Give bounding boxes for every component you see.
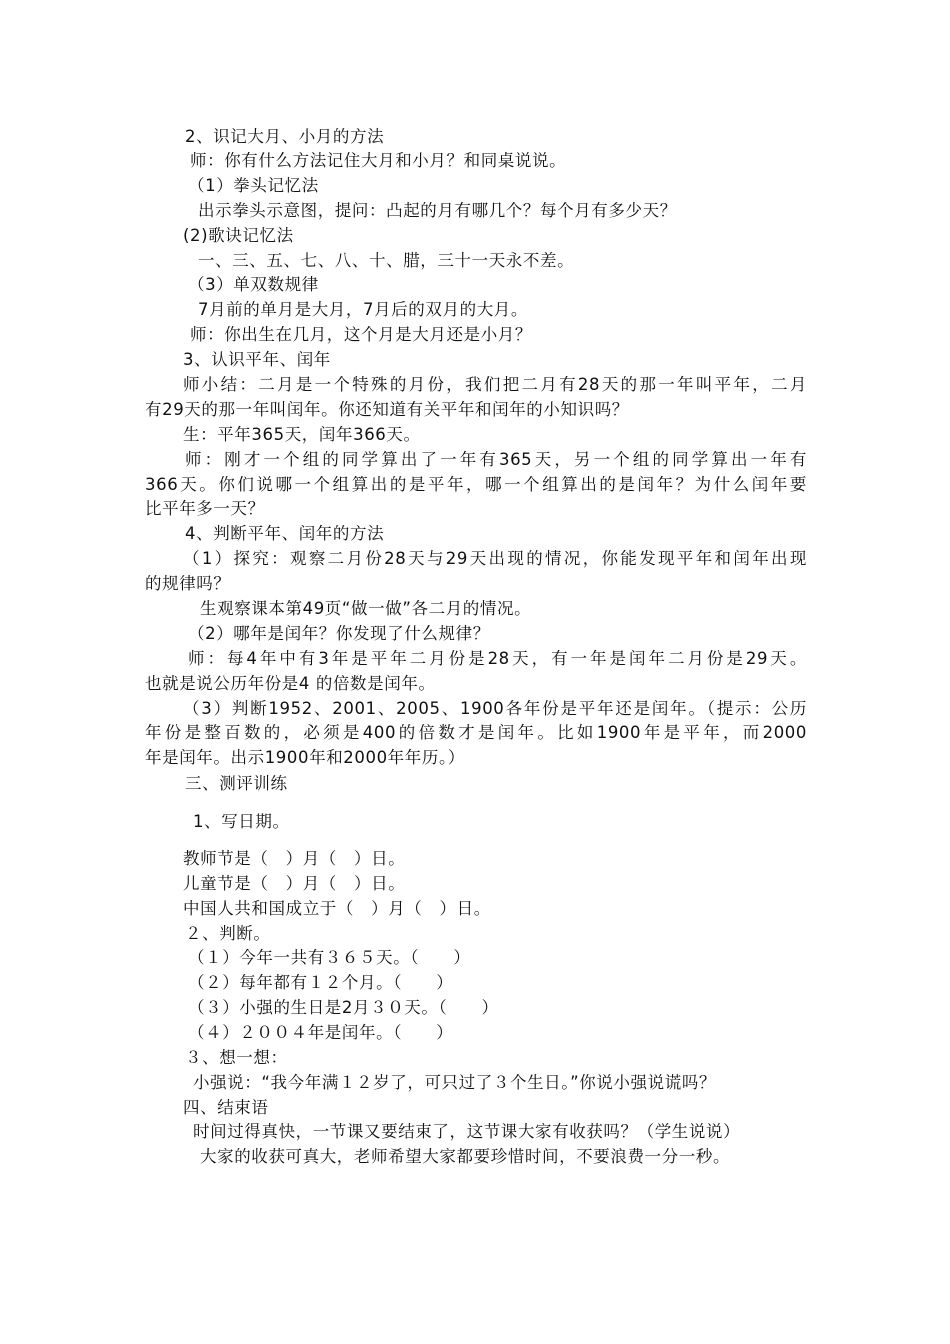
text-line: （3）单双数规律 bbox=[188, 275, 319, 294]
text-line: （2）哪年是闰年？你发现了什么规律？ bbox=[188, 624, 490, 643]
text-line: （3）判断1952、2001、2005、1900各年份是平年还是闰年。（提示：公历 bbox=[183, 699, 807, 718]
heading-3: 3、认识平年、闰年 bbox=[183, 350, 331, 369]
text-line: 师小结：二月是一个特殊的月份，我们把二月有28天的那一年叫平年，二月 bbox=[183, 375, 807, 394]
text-line: 时间过得真快，一节课又要结束了，这节课大家有收获吗？（学生说说） bbox=[193, 1122, 741, 1141]
heading-2: 2、识记大月、小月的方法 bbox=[185, 127, 385, 146]
text-line: 有29天的那一年叫闰年。你还知道有关平年和闰年的小知识吗？ bbox=[145, 400, 629, 419]
text-line: 也就是说公历年份是4 的倍数是闰年。 bbox=[145, 674, 436, 693]
exercise-item: （３）小强的生日是2月３０天。（ ） bbox=[188, 998, 499, 1017]
text-line: （1）拳头记忆法 bbox=[188, 176, 319, 195]
text-line: 比平年多一天？ bbox=[145, 499, 265, 518]
text-line: 7月前的单月是大月，7月后的双月的大月。 bbox=[198, 300, 528, 319]
text-line: 的规律吗？ bbox=[145, 574, 231, 593]
exercise-heading-3: ３、想一想： bbox=[185, 1048, 288, 1067]
section-heading-closing: 四、结束语 bbox=[183, 1098, 269, 1117]
exercise-heading-1: 1、写日期。 bbox=[193, 812, 290, 831]
text-line: 年是闰年。出示1900年和2000年年历。） bbox=[145, 748, 465, 767]
text-line: 师：刚才一个组的同学算出了一年有365天，另一个组的同学算出一年有 bbox=[185, 450, 807, 469]
text-line: 一、三、五、七、八、十、腊，三十一天永不差。 bbox=[198, 251, 575, 270]
text-line: 生：平年365天，闰年366天。 bbox=[183, 425, 421, 444]
text-line: 师：每4年中有3年是平年二月份是28天，有一年是闰年二月份是29天。 bbox=[188, 649, 807, 668]
exercise-heading-2: ２、判断。 bbox=[185, 924, 271, 943]
section-heading-evaluation: 三、测评训练 bbox=[185, 774, 288, 793]
text-line: 师：你有什么方法记住大月和小月？和同桌说说。 bbox=[190, 151, 567, 170]
text-line: (2)歌诀记忆法 bbox=[183, 226, 294, 245]
exercise-item: （２）每年都有１２个月。（ ） bbox=[188, 973, 454, 992]
text-line: （1）探究：观察二月份28天与29天出现的情况，你能发现平年和闰年出现 bbox=[183, 549, 807, 568]
heading-4: 4、判断平年、闰年的方法 bbox=[185, 524, 385, 543]
text-line: 大家的收获可真大，老师希望大家都要珍惜时间，不要浪费一分一秒。 bbox=[200, 1147, 731, 1166]
exercise-item: 小强说：“我今年满１２岁了，可只过了３个生日。”你说小强说谎吗？ bbox=[193, 1073, 717, 1092]
text-line: 生观察课本第49页“做一做”各二月的情况。 bbox=[200, 599, 532, 618]
exercise-item: 中国人共和国成立于（ ）月（ ）日。 bbox=[183, 899, 491, 918]
text-line: 师：你出生在几月，这个月是大月还是小月？ bbox=[190, 325, 532, 344]
exercise-item: （１）今年一共有３６５天。（ ） bbox=[188, 948, 471, 967]
text-line: 366天。你们说哪一个组算出的是平年，哪一个组算出的是闰年？为什么闰年要 bbox=[145, 475, 807, 494]
text-line: 年份是整百数的，必须是400的倍数才是闰年。比如1900年是平年，而2000 bbox=[145, 723, 807, 742]
exercise-item: 教师节是（ ）月（ ）日。 bbox=[183, 849, 406, 868]
exercise-item: （４）２００４年是闰年。（ ） bbox=[188, 1023, 454, 1042]
exercise-item: 儿童节是（ ）月（ ）日。 bbox=[183, 874, 406, 893]
text-line: 出示拳头示意图，提问：凸起的月有哪几个？每个月有多少天？ bbox=[198, 201, 677, 220]
